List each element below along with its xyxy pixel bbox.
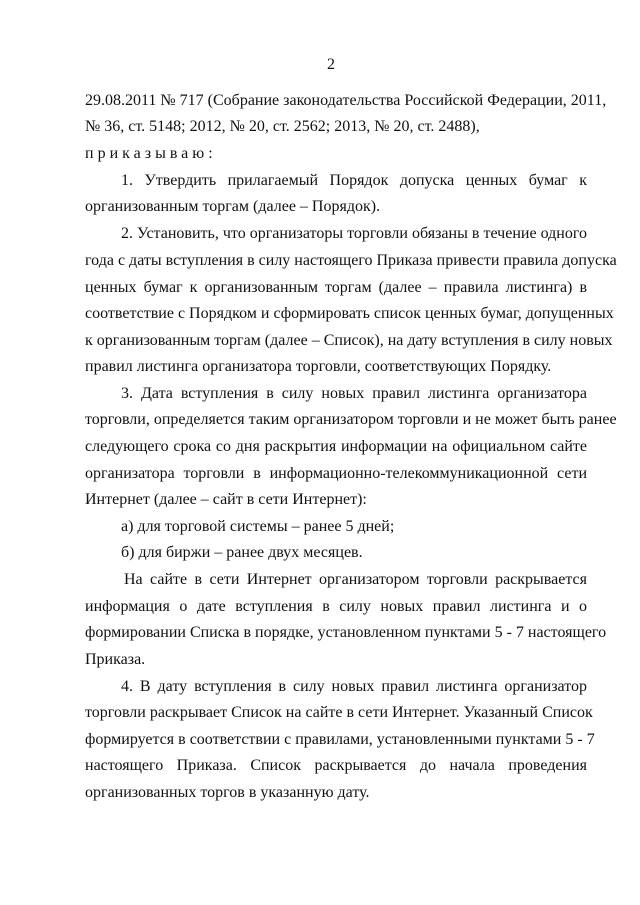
text-line: 1. Утвердить прилагаемый Порядок допуска ценных бумаг к (121, 172, 587, 189)
text-line: На сайте в сети Интернет организатором торговли раскрывается (124, 571, 587, 588)
text-line: а) для торговой системы – ранее 5 дней; (121, 518, 395, 535)
text-line: 29.08.2011 № 717 (Собрание законодательства Российской Федерации, 2011, (85, 92, 607, 109)
text-line: следующего срока со дня раскрытия информации на официальном сайте (85, 438, 587, 455)
text-line: 2. Установить, что организаторы торговли обязаны в течение одного (121, 225, 587, 242)
text-line: Приказа. (85, 651, 146, 668)
text-line: 4. В дату вступления в силу новых правил листинга организатор (121, 678, 587, 695)
text-line: б) для биржи – ранее двух месяцев. (121, 544, 363, 561)
text-line: Интернет (далее – сайт в сети Интернет): (85, 491, 367, 508)
text-line: информация о дате вступления в силу новых правил листинга и о (85, 598, 587, 615)
text-line: формировании Списка в порядке, установленном пунктами 5 - 7 настоящего (85, 624, 607, 641)
text-line: года с даты вступления в силу настоящего Приказа привести правила допуска (85, 252, 617, 269)
text-line: № 36, ст. 5148; 2012, № 20, ст. 2562; 2013, № 20, ст. 2488), (85, 118, 480, 135)
text-line: ценных бумаг к организованным торгам (далее – правила листинга) в (85, 279, 587, 296)
page-number: 2 (327, 56, 335, 73)
text-line: к организованным торгам (далее – Список), на дату вступления в силу новых (85, 332, 613, 349)
text-line: настоящего Приказа. Список раскрывается до начала проведения (85, 757, 587, 774)
text-line: соответствие с Порядком и сформировать список ценных бумаг, допущенных (85, 305, 614, 322)
text-line: организованным торгам (далее – Порядок). (85, 198, 381, 215)
text-line: формируется в соответствии с правилами, установленными пунктами 5 - 7 (85, 731, 595, 748)
text-line: организованных торгов в указанную дату. (85, 784, 370, 801)
text-line: приказываю: (85, 145, 217, 162)
text-line: торговли, определяется таким организатором торговли и не может быть ранее (85, 411, 617, 428)
text-line: торговли раскрывает Список на сайте в сети Интернет. Указанный Список (85, 704, 593, 721)
text-line: правил листинга организатора торговли, соответствующих Порядку. (85, 358, 552, 375)
text-line: 3. Дата вступления в силу новых правил листинга организатора (121, 385, 587, 402)
text-line: организатора торговли в информационно-телекоммуникационной сети (85, 465, 587, 482)
